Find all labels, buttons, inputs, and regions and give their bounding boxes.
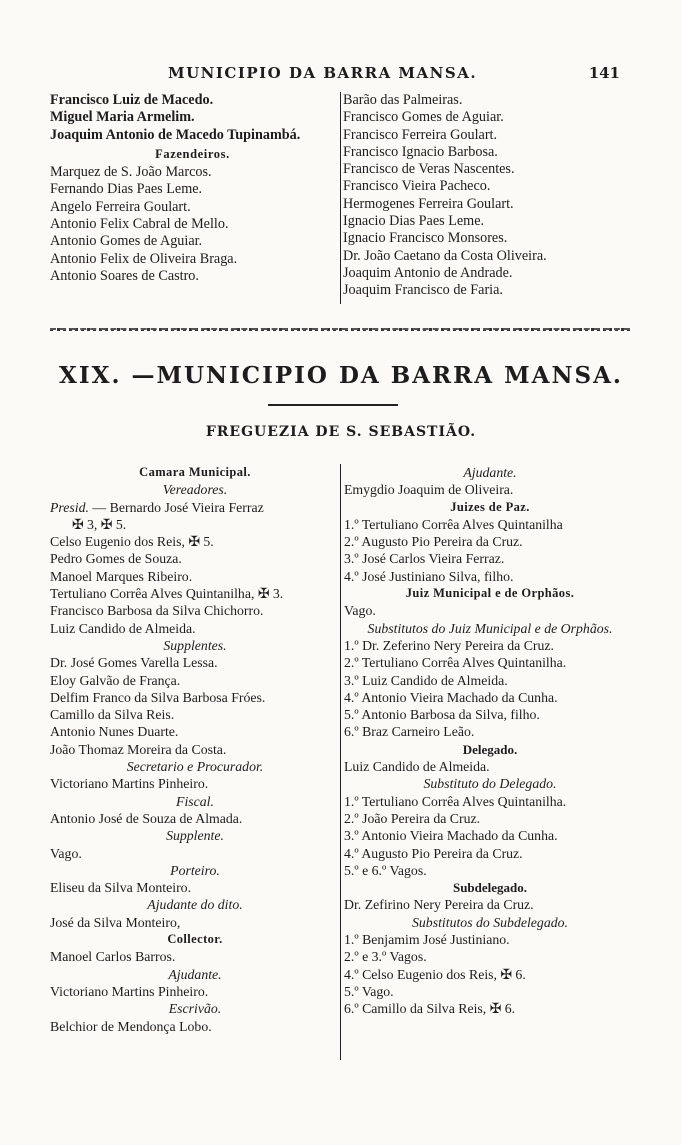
name-line: Delfim Franco da Silva Barbosa Fróes.	[50, 689, 266, 705]
name-line: 4.º Antonio Vieira Machado da Cunha.	[344, 689, 558, 705]
heading-ajudante-dito: Ajudante do dito.	[147, 897, 243, 913]
heading-porteiro: Porteiro.	[170, 862, 220, 878]
name-line: 1.º Tertuliano Corrêa Alves Quintanilha	[344, 516, 563, 532]
name-line: Joaquim Antonio de Macedo Tupinambá.	[50, 126, 301, 143]
heading-subdelegado: Subdelegado.	[452, 880, 528, 896]
name-line: Fernando Dias Paes Leme.	[50, 181, 203, 198]
name-line: 1.º Tertuliano Corrêa Alves Quintanilha.	[344, 793, 567, 809]
name-line: Joaquim Francisco de Faria.	[343, 282, 503, 299]
name-line: Belchior de Mendonça Lobo.	[50, 1018, 212, 1034]
name-line: Victoriano Martins Pinheiro.	[50, 776, 209, 792]
name-line: Luiz Candido de Almeida.	[344, 759, 490, 775]
name-line: Dr. José Gomes Varella Lessa.	[50, 655, 218, 671]
name-line: 6.º Camillo da Silva Reis, ✠ 6.	[344, 1001, 516, 1017]
name-line: Ignacio Francisco Monsores.	[343, 230, 508, 247]
name-line: 3.º Luiz Candido de Almeida.	[344, 672, 508, 688]
presid-name: — Bernardo José Vieira Ferraz	[92, 499, 264, 515]
name-line: 5.º Antonio Barbosa da Silva, filho.	[344, 707, 540, 723]
top-left-column	[50, 92, 335, 285]
presid-decorations: ✠ 3, ✠ 5.	[72, 516, 127, 532]
heading-ajudante: Ajudante.	[168, 966, 222, 982]
name-line: Vago.	[50, 845, 82, 861]
heading-supplentes: Supplentes.	[163, 637, 227, 653]
name-line: Victoriano Martins Pinheiro.	[50, 983, 209, 999]
name-line: 5.º e 6.º Vagos.	[344, 862, 427, 878]
heading-camara-municipal: Camara Municipal.	[139, 465, 251, 479]
bottom-left-column	[50, 464, 340, 1035]
name-line: 2.º João Pereira da Cruz.	[344, 810, 481, 826]
name-line: 4.º José Justiniano Silva, filho.	[344, 568, 514, 584]
name-line: 1.º Benjamim José Justiniano.	[344, 932, 510, 948]
name-line: Francisco Luiz de Macedo.	[50, 92, 214, 108]
name-line: Luiz Candido de Almeida.	[50, 620, 196, 636]
name-line: João Thomaz Moreira da Costa.	[50, 741, 227, 757]
name-line: Ignacio Dias Paes Leme.	[343, 213, 485, 230]
section-heading-fazendeiros: Fazendeiros.	[155, 146, 230, 161]
bottom-right-column	[340, 464, 636, 1060]
name-line: Francisco Barbosa da Silva Chichorro.	[50, 603, 264, 619]
heading-juizes-de-paz: Juizes de Paz.	[450, 499, 530, 514]
name-line: Vago.	[344, 603, 376, 619]
presid-label: Presid.	[50, 499, 89, 515]
heading-juiz-municipal: Juiz Municipal e de Orphãos.	[405, 586, 575, 601]
heading-escrivao: Escrivão.	[168, 1001, 222, 1017]
heading-secretario: Secretario e Procurador.	[126, 759, 264, 775]
name-line: 4.º Celso Eugenio dos Reis, ✠ 6.	[344, 966, 526, 982]
name-line: 3.º Antonio Vieira Machado da Cunha.	[344, 828, 558, 844]
name-line: 4.º Augusto Pio Pereira da Cruz.	[344, 845, 523, 861]
title-rule	[268, 404, 398, 406]
heading-substitutos-subdelegado: Substitutos do Subdelegado.	[412, 914, 568, 930]
presidente-line	[50, 499, 340, 516]
name-line: Camillo da Silva Reis.	[50, 707, 175, 723]
heading-substitutos-juiz: Substitutos do Juiz Municipal e de Orphãos.	[367, 620, 613, 636]
name-line: Francisco Ignacio Barbosa.	[343, 143, 498, 160]
name-line: Antonio José de Souza de Almada.	[50, 810, 243, 826]
ornamental-divider-inner	[50, 324, 630, 330]
heading-delegado: Delegado.	[462, 741, 518, 757]
name-line: Francisco Ferreira Goulart.	[343, 126, 498, 143]
name-line: Pedro Gomes de Souza.	[50, 551, 182, 567]
name-line: Antonio Nunes Duarte.	[50, 724, 179, 740]
name-line: 1.º Dr. Zeferino Nery Pereira da Cruz.	[344, 637, 554, 653]
name-line: Marquez de S. João Marcos.	[50, 164, 212, 181]
name-line: Eloy Galvão de França.	[50, 672, 181, 688]
name-line: 2.º Augusto Pio Pereira da Cruz.	[344, 534, 523, 550]
name-line: José da Silva Monteiro,	[50, 914, 181, 930]
name-line: Emygdio Joaquim de Oliveira.	[344, 482, 514, 498]
name-line: Manoel Marques Ribeiro.	[50, 568, 193, 584]
name-line: Antonio Soares de Castro.	[50, 267, 199, 284]
running-head	[0, 64, 682, 86]
name-line: 3.º José Carlos Vieira Ferraz.	[344, 551, 505, 567]
name-line: Barão das Palmeiras.	[343, 92, 463, 108]
name-line: Manoel Carlos Barros.	[50, 949, 176, 965]
name-line: 6.º Braz Carneiro Leão.	[344, 724, 475, 740]
name-line: Antonio Felix de Oliveira Braga.	[50, 250, 238, 267]
name-line: Tertuliano Corrêa Alves Quintanilha, ✠ 3.	[50, 586, 284, 602]
heading-vereadores: Vereadores.	[162, 482, 228, 498]
name-line: Eliseu da Silva Monteiro.	[50, 880, 192, 896]
name-line: Hermogenes Ferreira Goulart.	[343, 195, 514, 212]
name-line: Francisco de Veras Nascentes.	[343, 161, 515, 178]
chapter-title: XIX. —MUNICIPIO DA BARRA MANSA.	[59, 362, 623, 389]
name-line: Dr. João Caetano da Costa Oliveira.	[343, 247, 547, 264]
name-line: Miguel Maria Armelim.	[50, 109, 195, 126]
name-line: Celso Eugenio dos Reis, ✠ 5.	[50, 534, 214, 550]
name-line: Francisco Vieira Pacheco.	[343, 178, 491, 195]
name-line: 2.º Tertuliano Corrêa Alves Quintanilha.	[344, 655, 567, 671]
heading-fiscal: Fiscal.	[176, 793, 214, 809]
running-title: MUNICIPIO DA BARRA MANSA.	[168, 64, 478, 82]
heading-collector: Collector.	[167, 932, 223, 947]
heading-supplente: Supplente.	[166, 828, 224, 844]
name-line: Joaquim Antonio de Andrade.	[343, 264, 513, 281]
parish-title: FREGUEZIA DE S. SEBASTIÃO.	[205, 424, 477, 440]
heading-ajudante: Ajudante.	[463, 465, 517, 480]
name-line: 5.º Vago.	[344, 983, 394, 999]
name-line: Antonio Felix Cabral de Mello.	[50, 216, 229, 233]
name-line: Antonio Gomes de Aguiar.	[50, 233, 203, 250]
name-line: Angelo Ferreira Goulart.	[50, 198, 191, 215]
heading-substituto-delegado: Substituto do Delegado.	[423, 776, 557, 792]
name-line: Dr. Zefirino Nery Pereira da Cruz.	[344, 897, 534, 913]
name-line: 2.º e 3.º Vagos.	[344, 949, 427, 965]
top-right-column	[340, 92, 633, 304]
name-line: Francisco Gomes de Aguiar.	[343, 109, 504, 126]
page-number: 141	[588, 64, 620, 82]
